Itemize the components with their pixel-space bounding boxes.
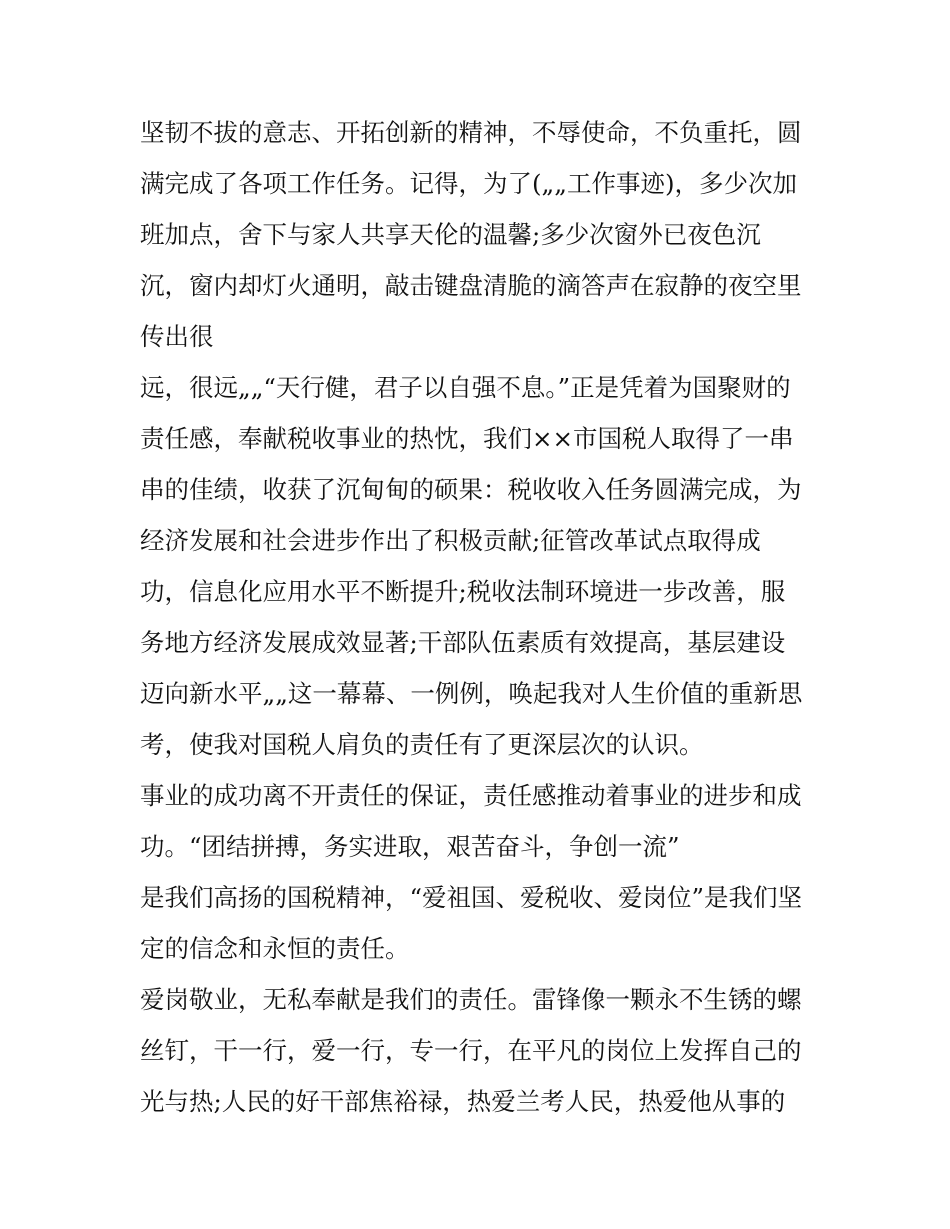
text-line: 坚韧不拔的意志、开拓创新的精神，不辱使命，不负重托，圆: [140, 118, 802, 147]
text-line: 定的信念和永恒的责任。: [140, 934, 410, 963]
text-line: 串的佳绩，收获了沉甸甸的硕果：税收收入任务圆满完成，为: [140, 475, 802, 504]
text-line: 功，信息化应用水平不断提升;税收法制环境进一步改善，服: [140, 577, 786, 606]
text-line: 光与热;人民的好干部焦裕禄，热爱兰考人民，热爱他从事的: [140, 1087, 786, 1116]
text-line: 功。“团结拼搏，务实进取，艰苦奋斗，争创一流”: [140, 832, 680, 861]
text-line: 班加点，舍下与家人共享天伦的温馨;多少次窗外已夜色沉: [140, 220, 761, 249]
text-line: 经济发展和社会进步作出了积极贡献;征管改革试点取得成: [140, 526, 761, 555]
text-line: 责任感，奉献税收事业的热忱，我们××市国税人取得了一串: [140, 424, 794, 453]
text-line: 传出很: [140, 322, 214, 351]
text-line: 远，很远„„“天行健，君子以自强不息。”正是凭着为国聚财的: [140, 373, 791, 402]
text-line: 丝钉，干一行，爱一行，专一行，在平凡的岗位上发挥自己的: [140, 1036, 802, 1065]
text-line: 考，使我对国税人肩负的责任有了更深层次的认识。: [140, 730, 704, 759]
text-line: 是我们高扬的国税精神，“爱祖国、爱税收、爱岗位”是我们坚: [140, 883, 803, 912]
text-line: 事业的成功离不开责任的保证，责任感推动着事业的进步和成: [140, 781, 802, 810]
text-line: 沉，窗内却灯火通明，敲击键盘清脆的滴答声在寂静的夜空里: [140, 271, 802, 300]
text-line: 迈向新水平„„这一幕幕、一例例，唤起我对人生价值的重新思: [140, 679, 803, 708]
text-line: 务地方经济发展成效显著;干部队伍素质有效提高，基层建设: [140, 628, 786, 657]
text-line: 满完成了各项工作任务。记得，为了(„„工作事迹)，多少次加: [140, 169, 797, 198]
text-line: 爱岗敬业，无私奉献是我们的责任。雷锋像一颗永不生锈的螺: [140, 985, 802, 1014]
body-text: [140, 107, 830, 1127]
